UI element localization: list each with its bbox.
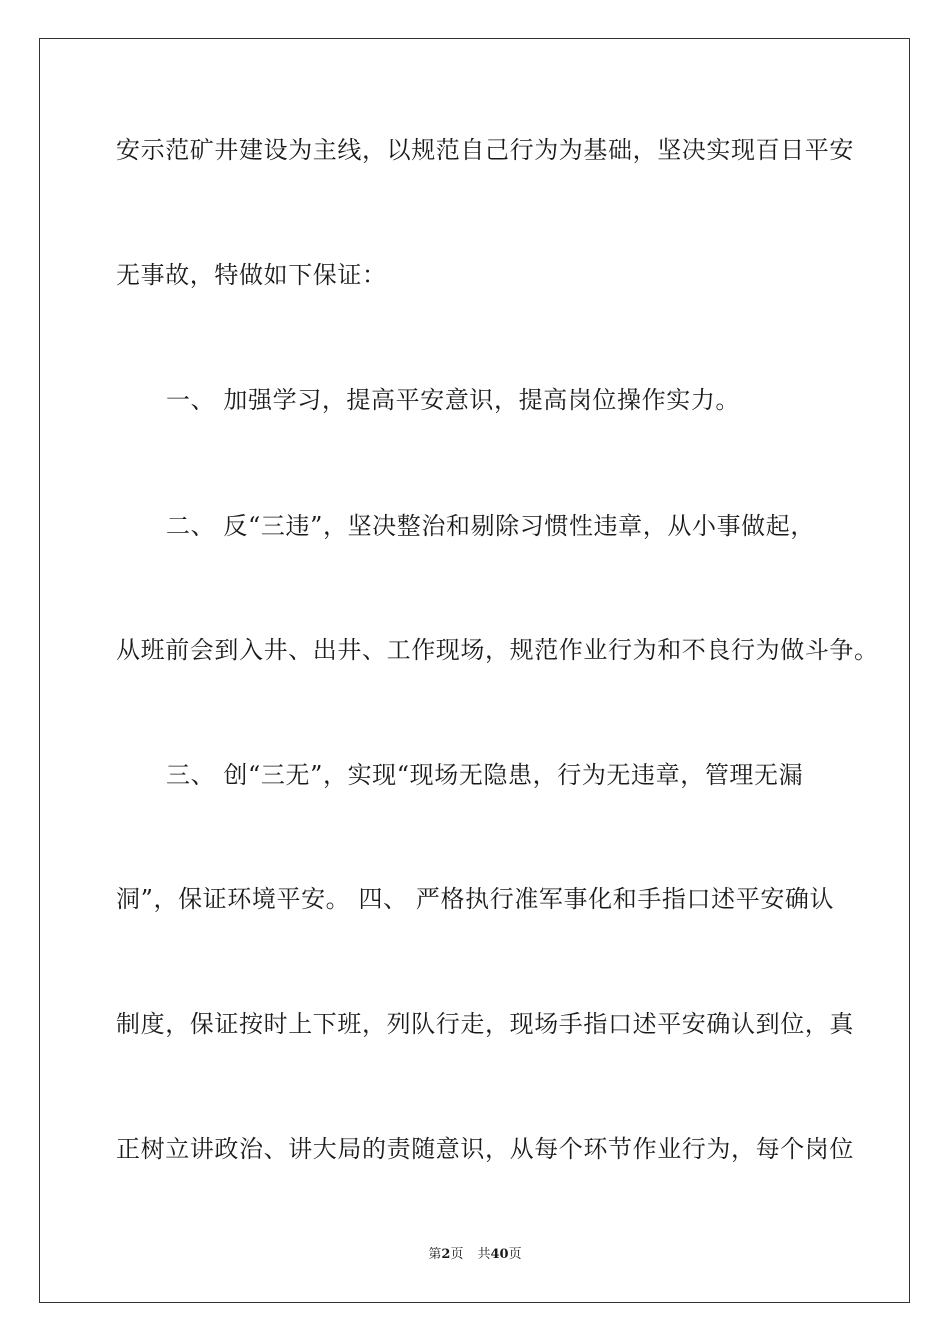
page-suffix: 页 — [450, 1247, 464, 1262]
body-line-8: 制度，保证按时上下班，列队行走，现场手指口述平安确认到位，真 — [116, 1010, 854, 1038]
body-line-1: 安示范矿井建设为主线，以规范自己行为为基础，坚决实现百日平安 — [116, 136, 854, 164]
page-footer — [0, 1246, 950, 1264]
body-line-2: 无事故，特做如下保证： — [116, 261, 387, 289]
total-pages: 40 — [490, 1247, 509, 1262]
page-border — [39, 38, 910, 1303]
body-line-3: 一、 加强学习，提高平安意识，提高岗位操作实力。 — [166, 386, 741, 414]
body-line-7: 洞”，保证环境平安。 四、 严格执行准军事化和手指口述平安确认 — [116, 885, 835, 913]
body-line-4: 二、 反“三违”，坚决整治和剔除习惯性违章，从小事做起， — [166, 512, 815, 540]
total-prefix: 共 — [477, 1247, 491, 1262]
body-line-6: 三、 创“三无”，实现“现场无隐患，行为无违章，管理无漏 — [166, 761, 804, 789]
page-prefix: 第 — [428, 1247, 442, 1262]
total-suffix: 页 — [508, 1247, 522, 1262]
body-line-5: 从班前会到入井、出井、工作现场，规范作业行为和不良行为做斗争。 — [116, 636, 879, 664]
body-line-9: 正树立讲政治、讲大局的责随意识，从每个环节作业行为，每个岗位 — [116, 1135, 854, 1163]
page-number: 2 — [441, 1247, 451, 1262]
